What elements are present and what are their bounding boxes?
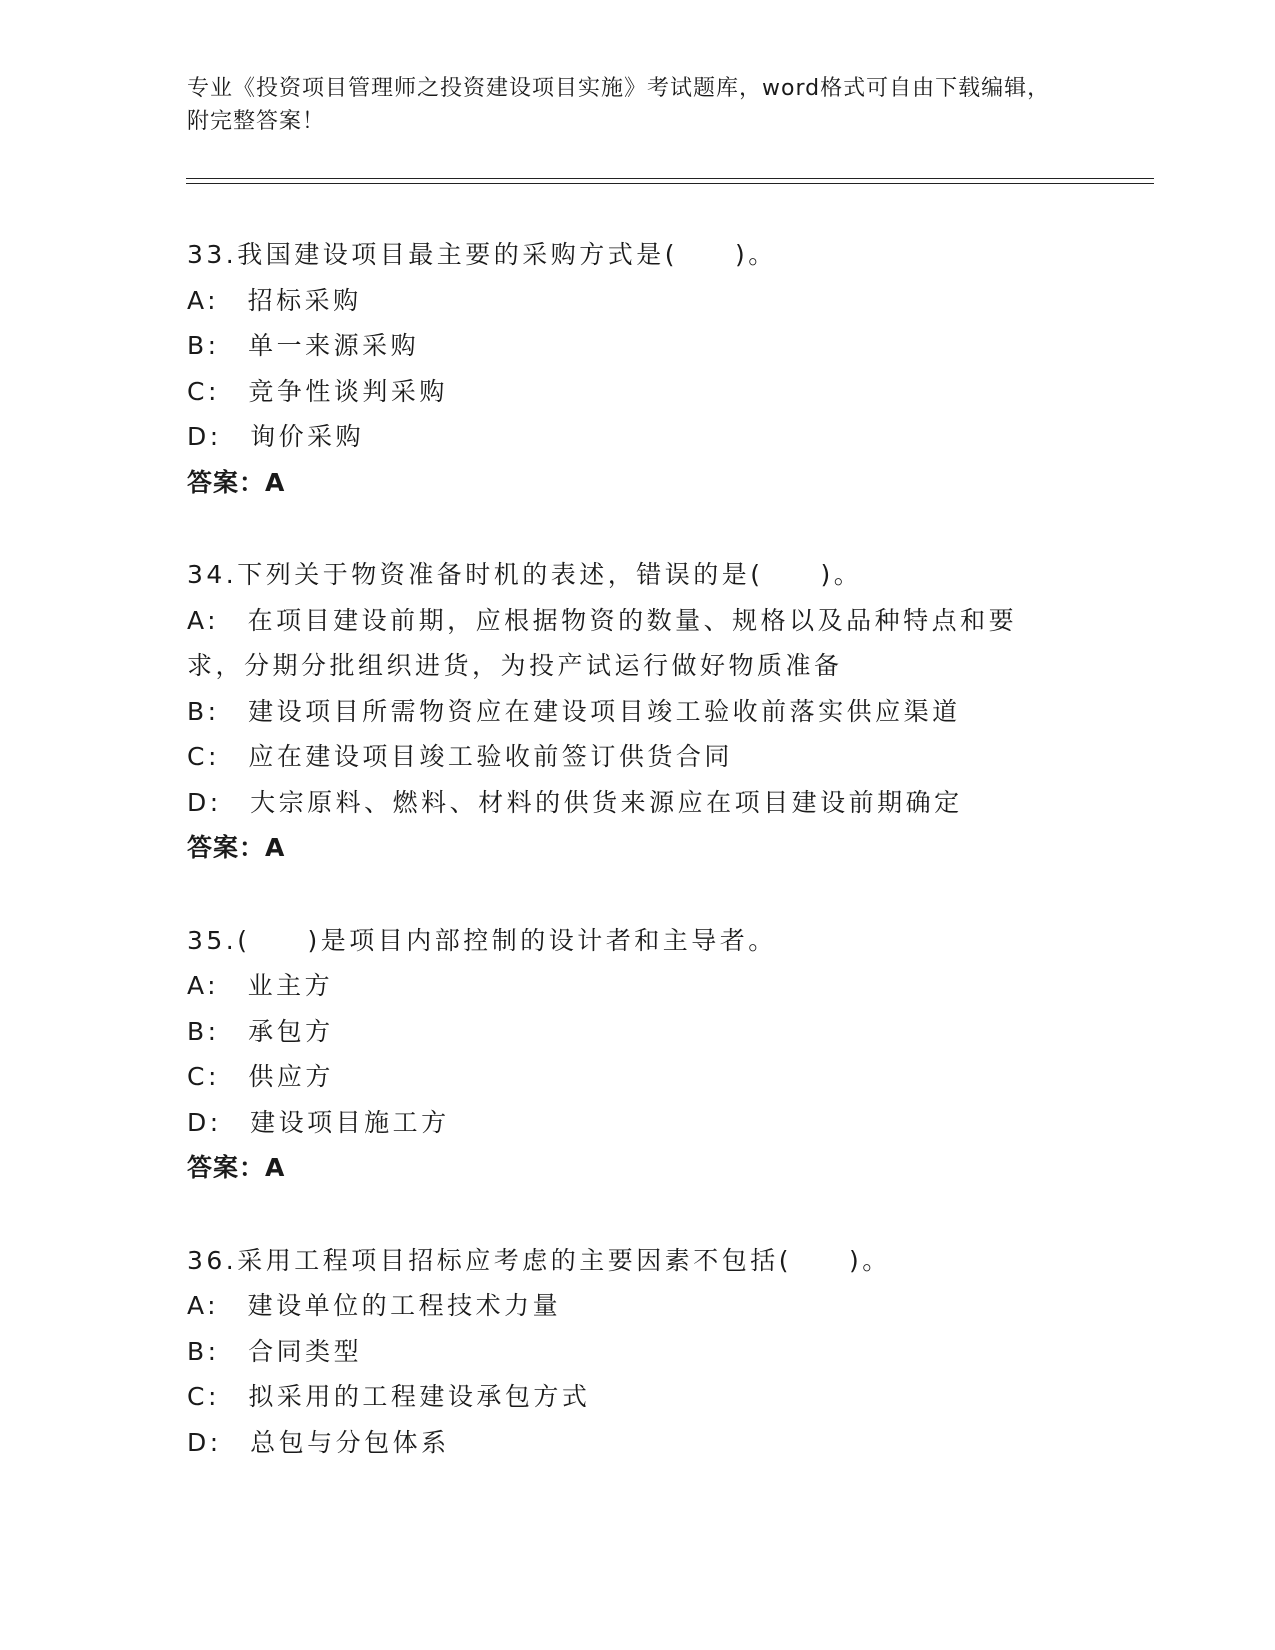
- answer-label: 答案：A: [187, 1153, 286, 1182]
- option-d: D: 大宗原料、燃料、材料的供货来源应在项目建设前期确定: [187, 787, 963, 817]
- option-a: A: 建设单位的工程技术力量: [187, 1291, 562, 1320]
- option-c: C: 拟采用的工程建设承包方式: [187, 1382, 591, 1411]
- header-divider-top: [186, 178, 1154, 179]
- question-33: [187, 232, 1147, 505]
- question-stem: 34.下列关于物资准备时机的表述，错误的是( )。: [187, 560, 863, 589]
- option-a: A: 招标采购: [187, 285, 362, 315]
- option-c: C: 供应方: [187, 1062, 334, 1091]
- option-d: D: 总包与分包体系: [187, 1427, 450, 1457]
- question-36: [187, 1238, 1147, 1466]
- option-a: A: 业主方: [187, 971, 334, 1000]
- option-d: D: 询价采购: [187, 422, 365, 451]
- question-34: [187, 552, 1147, 871]
- header-divider-bottom: [186, 183, 1154, 184]
- option-d: D: 建设项目施工方: [187, 1107, 450, 1137]
- option-b: B: 单一来源采购: [187, 331, 420, 360]
- answer-label: 答案：A: [187, 833, 286, 862]
- question-list: [187, 232, 1147, 1512]
- option-b: B: 合同类型: [187, 1336, 363, 1366]
- option-c: C: 竞争性谈判采购: [187, 376, 448, 406]
- option-b: B: 建设项目所需物资应在建设项目竣工验收前落实供应渠道: [187, 696, 961, 726]
- option-b: B: 承包方: [187, 1016, 334, 1046]
- question-35: [187, 918, 1147, 1191]
- question-stem: 33.我国建设项目最主要的采购方式是( )。: [187, 240, 777, 269]
- option-a: A: 在项目建设前期，应根据物资的数量、规格以及品种特点和要求，分期分批组织进货，为投产试运行做好物质准备: [187, 605, 1018, 680]
- option-c: C: 应在建设项目竣工验收前签订供货合同: [187, 742, 733, 771]
- document-header: 专业《投资项目管理师之投资建设项目实施》考试题库，word格式可自由下载编辑，附完整答案！: [187, 76, 1051, 134]
- answer-label: 答案：A: [187, 467, 286, 497]
- question-stem: 36.采用工程项目招标应考虑的主要因素不包括( )。: [187, 1245, 891, 1275]
- question-stem: 35.( )是项目内部控制的设计者和主导者。: [187, 925, 777, 955]
